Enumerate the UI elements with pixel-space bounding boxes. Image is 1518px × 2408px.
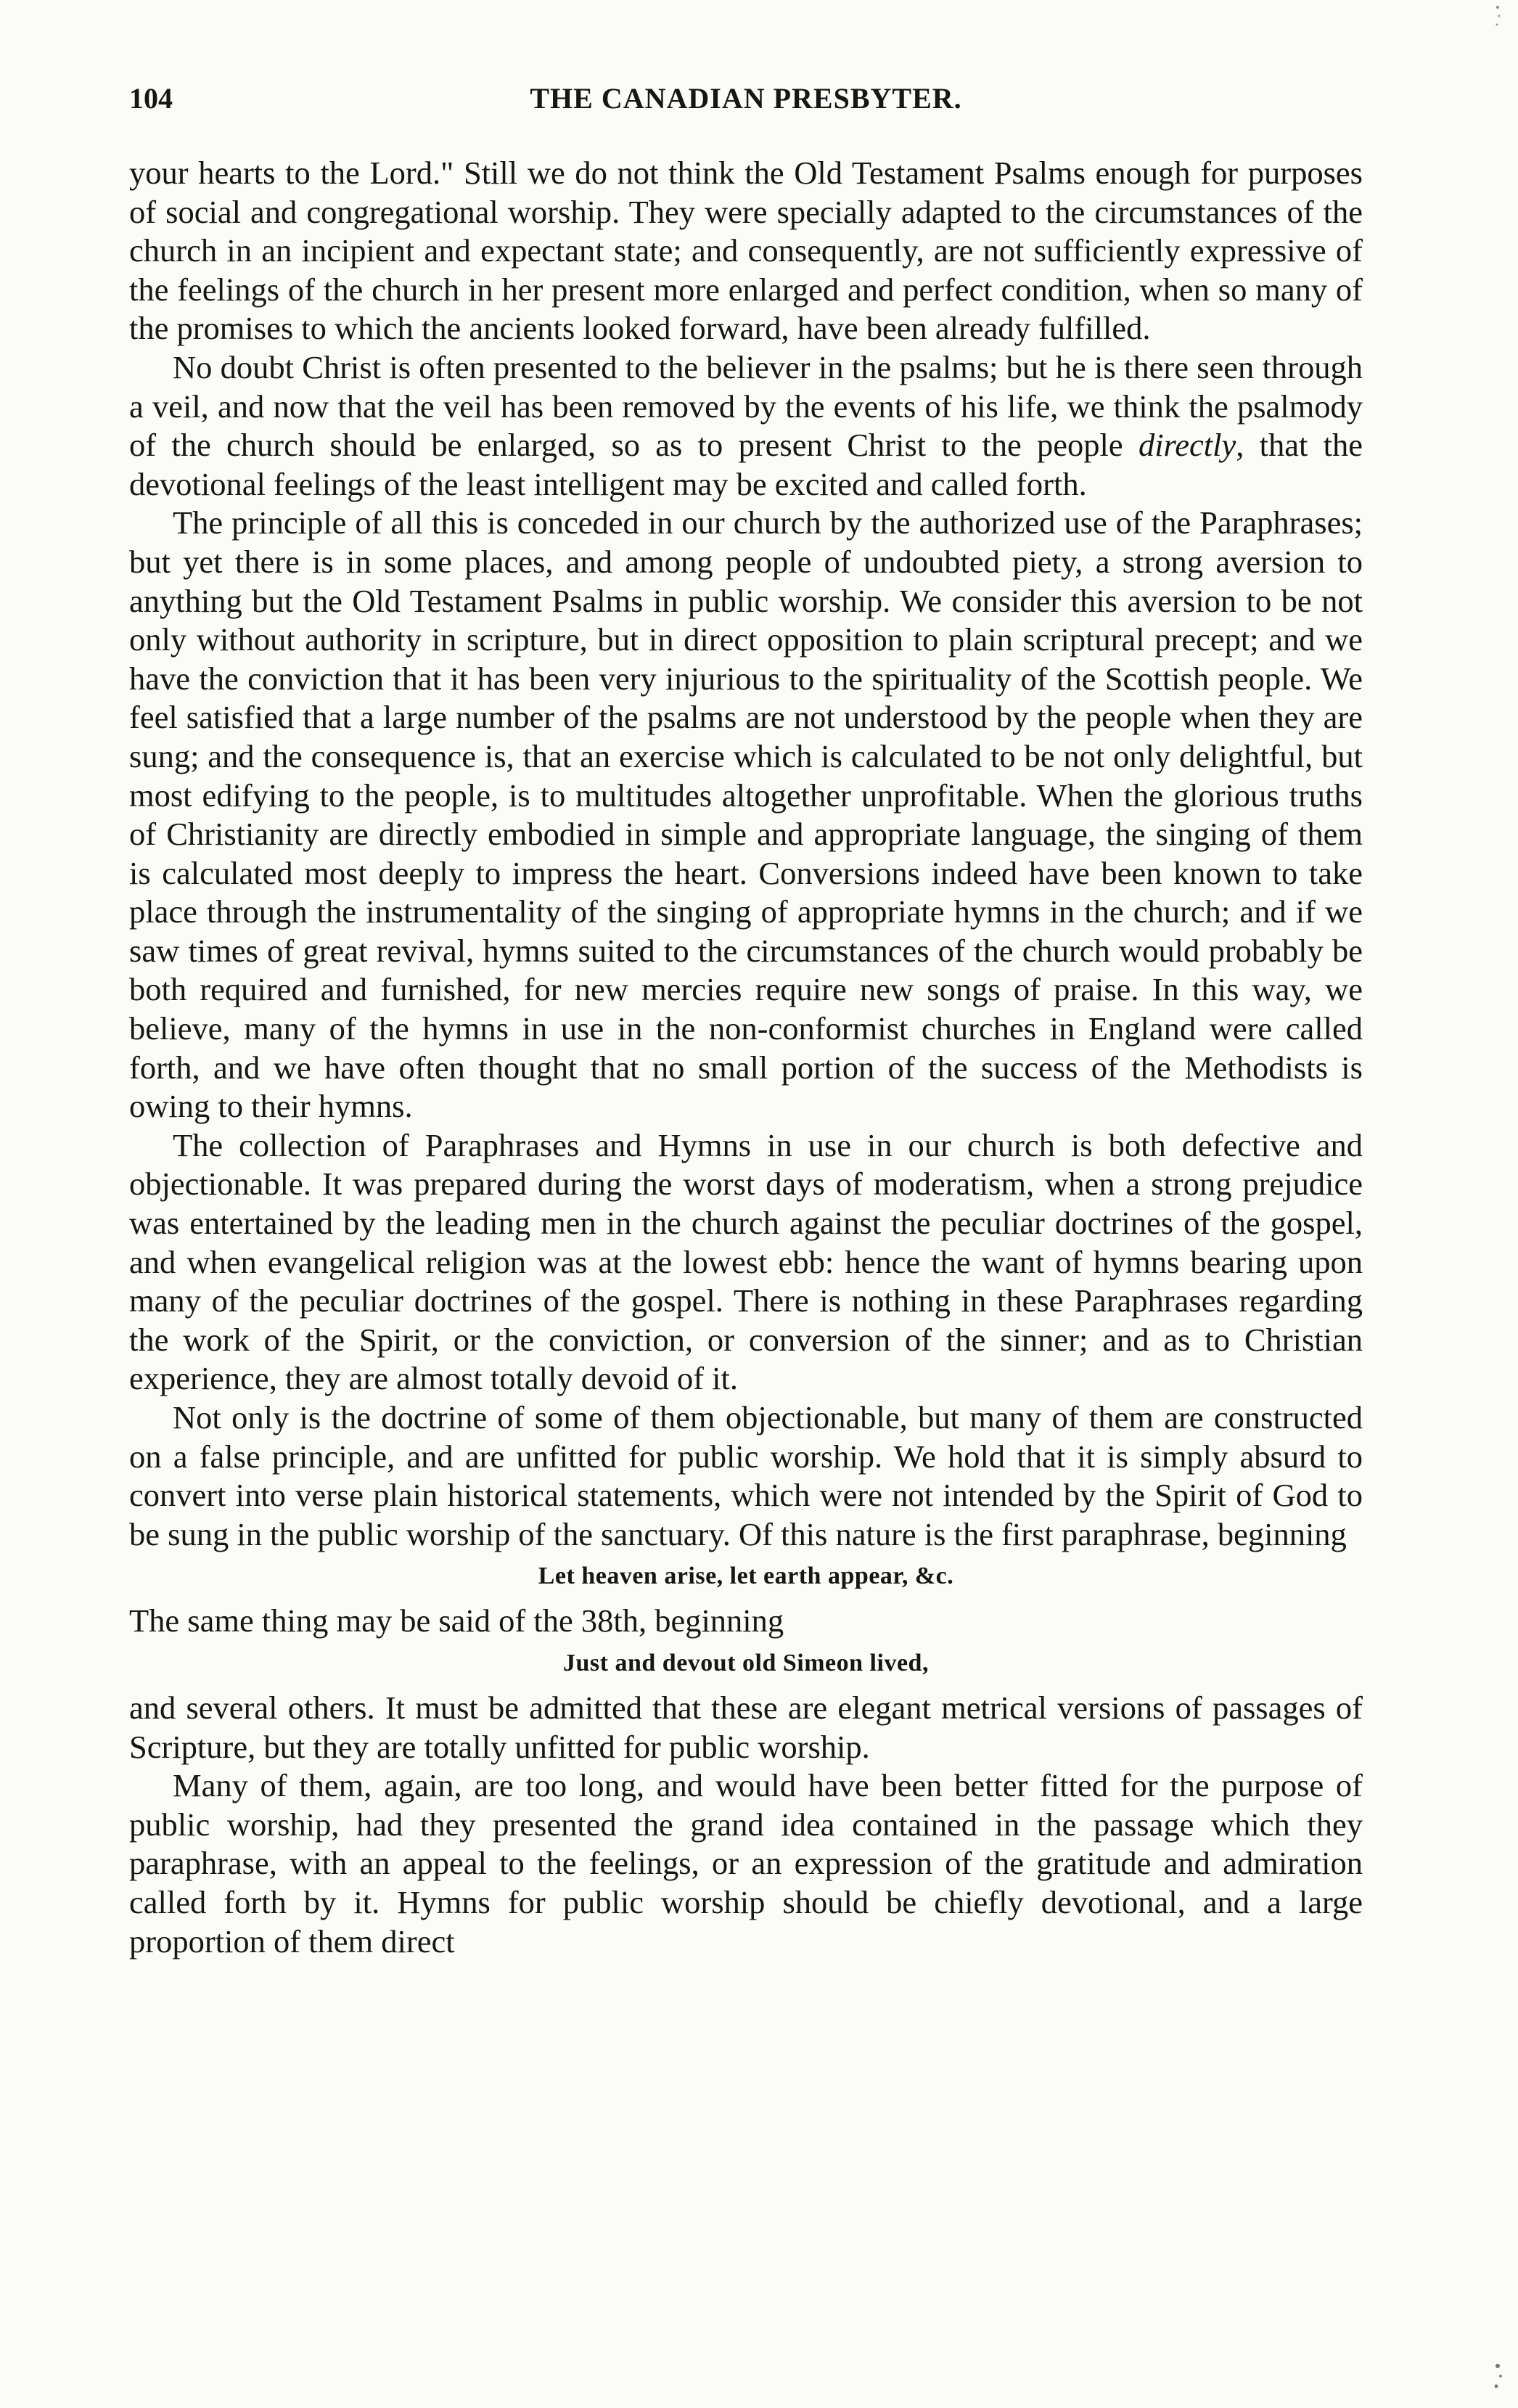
paragraph-6: The same thing may be said of the 38th, beginning <box>129 1602 784 1639</box>
paragraph-8: Many of them, again, are too long, and would have been better fitted for the purpose of public worship, had they presented the grand idea contained in the passage which they paraphrase, with an appeal to the feelings, or an expression of the gratitude and admiration called forth by it. Hymns for public worship should be chiefly devotional, and a large proportion of them direct <box>129 1767 1363 1959</box>
paragraph-2-text-b: , that the devotional feelings of the least intelligent may be excited and called forth. <box>129 427 1363 502</box>
paragraph-2 <box>129 348 1363 504</box>
page-header <box>129 81 1363 125</box>
paragraph-4: The collection of Paraphrases and Hymns in use in our church is both defective and objectionable. It was prepared during the worst days of moderatism, when a strong prejudice was entertained by the leading men in the church against the peculiar doctrines of the gospel, and when evangelical religion was at the lowest ebb: hence the want of hymns bearing upon many of the peculiar doctrines of the gospel. There is nothing in these Paraphrases regarding the work of the Spirit, or the conviction, or conversion of the sinner; and as to Christian experience, they are almost totally devoid of it. <box>129 1126 1363 1397</box>
paragraph-3: The principle of all this is conceded in our church by the authorized use of the Paraphrases; but yet there is in some places, and among people of undoubted piety, a strong aversion to anything but the Old Testament Psalms in public worship. We consider this aversion to be not only without authority in scripture, but in direct opposition to plain scriptural precept; and we have the conviction that it has been very injurious to the spirituality of the Scottish people. We feel satisfied that a large number of the psalms are not understood by the people when they are sung; and the consequence is, that an exercise which is calculated to be not only delightful, but most edifying to the people, is to multitudes altogether unprofitable. When the glorious truths of Christianity are directly embodied in simple and appropriate language, the singing of them is calculated most deeply to impress the heart. Conversions indeed have been known to take place through the instrumentality of the singing of appropriate hymns in the church; and if we saw times of great revival, hymns suited to the circumstances of the church would probably be both required and furnished, for new mercies require new songs of praise. In this way, we believe, many of the hymns in use in the non-conformist churches in England were called forth, and we have often thought that no small portion of the success of the Methodists is owing to their hymns. <box>129 504 1363 1125</box>
scan-speck-bottom <box>1483 2351 1512 2402</box>
paragraph-1: your hearts to the Lord." Still we do not think the Old Testament Psalms enough for purposes of social and congregational worship. They were specially adapted to the circumstances of the church in an incipient and expectant state; and consequently, are not sufficiently expressive of the feelings of the church in her present more enlarged and perfect condition, when so many of the promises to which the ancients looked forward, have been already fulfilled. <box>129 155 1363 347</box>
page-number: 104 <box>129 82 173 115</box>
quoted-verse-1: Let heaven arise, let earth appear, &c. <box>538 1563 954 1590</box>
paragraph-2-text-a: No doubt Christ is often presented to the believer in the psalms; but he is there seen through a veil, and now that the veil has been removed by the events of his life, we think the psalmody of the church should be enlarged, so as to present Christ to the people <box>129 348 1363 464</box>
quoted-verse-2: Just and devout old Simeon lived, <box>563 1649 929 1676</box>
running-title: THE CANADIAN PRESBYTER. <box>530 82 962 115</box>
article-body <box>129 154 1363 1961</box>
paragraph-2-emphasis: directly <box>1138 427 1236 464</box>
paragraph-7: and several others. It must be admitted that these are elegant metrical versions of passages of Scripture, but they are totally unfitted for public worship. <box>129 1689 1363 1765</box>
scan-speck-top <box>1483 0 1512 44</box>
paragraph-5: Not only is the doctrine of some of them objectionable, but many of them are constructed on a false principle, and are unfitted for public worship. We hold that it is simply absurd to convert into verse plain historical statements, which were not intended by the Spirit of God to be sung in the public worship of the sanctuary. Of this nature is the first paraphrase, beginning <box>129 1399 1363 1552</box>
